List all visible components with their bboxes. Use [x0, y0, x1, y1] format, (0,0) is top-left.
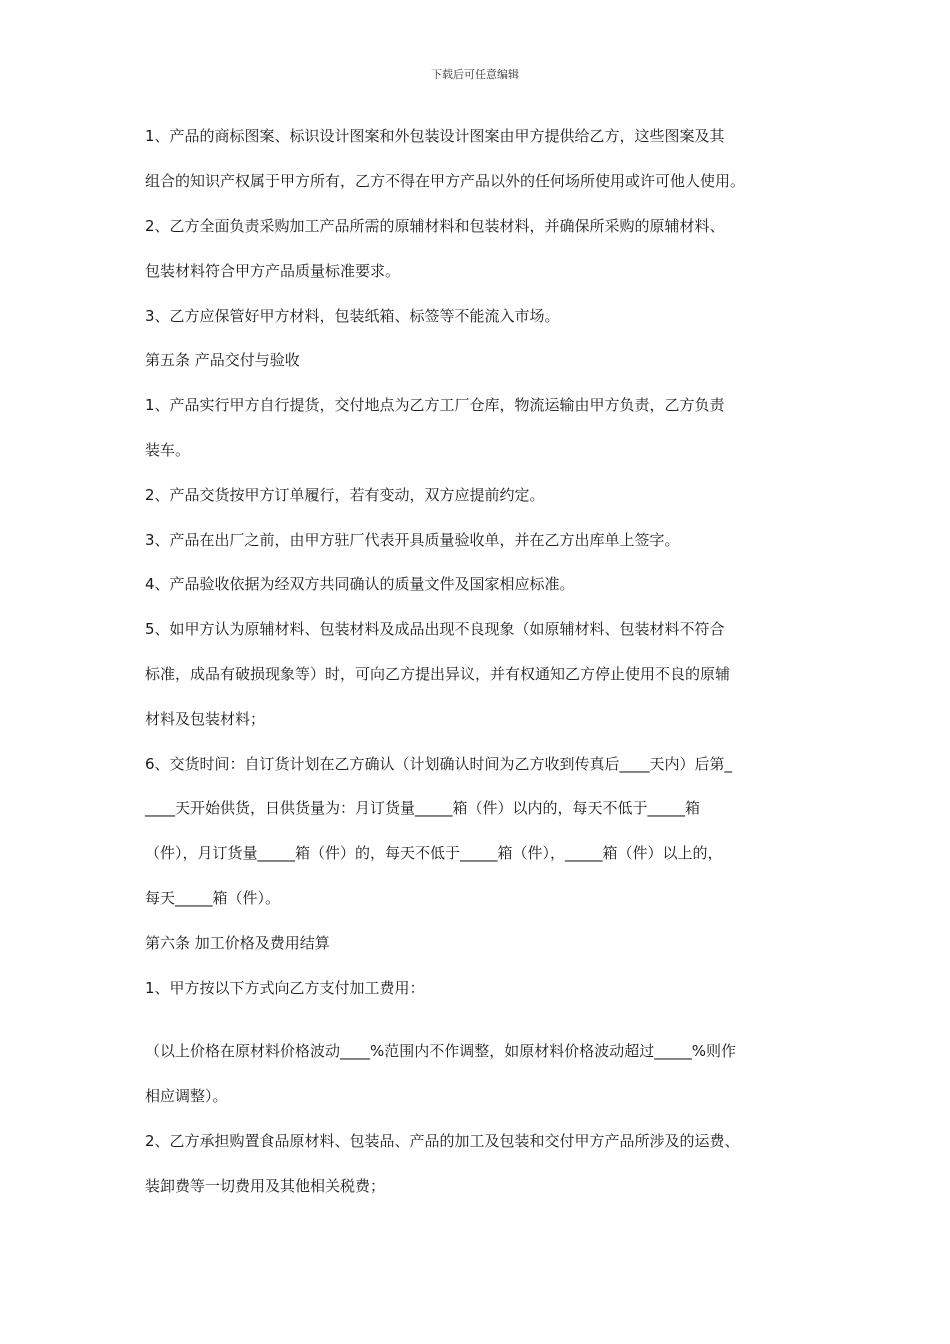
paragraph-line: 装车。: [145, 441, 191, 459]
paragraph-line: 1、产品的商标图案、标识设计图案和外包装设计图案由甲方提供给乙方，这些图案及其: [145, 127, 725, 145]
paragraph-line: 装卸费等一切费用及其他相关税费；: [145, 1177, 386, 1195]
paragraph-line: 4、产品验收依据为经双方共同确认的质量文件及国家相应标准。: [145, 575, 575, 593]
section-heading: 第六条 加工价格及费用结算: [145, 934, 330, 952]
paragraph-line: 标准，成品有破损现象等）时，可向乙方提出异议，并有权通知乙方停止使用不良的原辅: [145, 665, 731, 683]
paragraph-line: 2、乙方全面负责采购加工产品所需的原辅材料和包装材料，并确保所采购的原辅材料、: [145, 217, 725, 235]
page-header: 下载后可任意编辑: [431, 68, 519, 81]
section-heading: 第五条 产品交付与验收: [145, 351, 300, 369]
paragraph-line: 1、产品实行甲方自行提货，交付地点为乙方工厂仓库，物流运输由甲方负责，乙方负责: [145, 396, 725, 414]
paragraph-line: 5、如甲方认为原辅材料、包装材料及成品出现不良现象（如原辅材料、包装材料不符合: [145, 620, 725, 638]
paragraph-line: 3、产品在出厂之前，由甲方驻厂代表开具质量验收单，并在乙方出库单上签字。: [145, 531, 680, 549]
paragraph-line: 材料及包装材料；: [145, 710, 266, 728]
paragraph-line: （以上价格在原材料价格波动____%范围内不作调整，如原材料价格波动超过_____%则作: [145, 1042, 737, 1060]
paragraph-line: ____天开始供货，日供货量为：月订货量_____箱（件）以内的，每天不低于_____箱: [145, 799, 701, 817]
paragraph-line: （件），月订货量_____箱（件）的，每天不低于_____箱（件），_____箱（件）以上的，: [145, 844, 723, 862]
paragraph-line: 组合的知识产权属于甲方所有，乙方不得在甲方产品以外的任何场所使用或许可他人使用。: [145, 172, 746, 190]
paragraph-line: 包装材料符合甲方产品质量标准要求。: [145, 262, 401, 280]
paragraph-line: 相应调整）。: [145, 1087, 228, 1105]
paragraph-line: 3、乙方应保管好甲方材料，包装纸箱、标签等不能流入市场。: [145, 307, 560, 325]
paragraph-line: 2、乙方承担购置食品原材料、包装品、产品的加工及包装和交付甲方产品所涉及的运费、: [145, 1132, 740, 1150]
paragraph-line: 每天_____箱（件）。: [145, 889, 281, 907]
paragraph-line: 6、交货时间：自订货计划在乙方确认（计划确认时间为乙方收到传真后____天内）后第_: [145, 755, 733, 773]
paragraph-line: 1、甲方按以下方式向乙方支付加工费用：: [145, 979, 425, 997]
paragraph-line: 2、产品交货按甲方订单履行，若有变动，双方应提前约定。: [145, 486, 545, 504]
